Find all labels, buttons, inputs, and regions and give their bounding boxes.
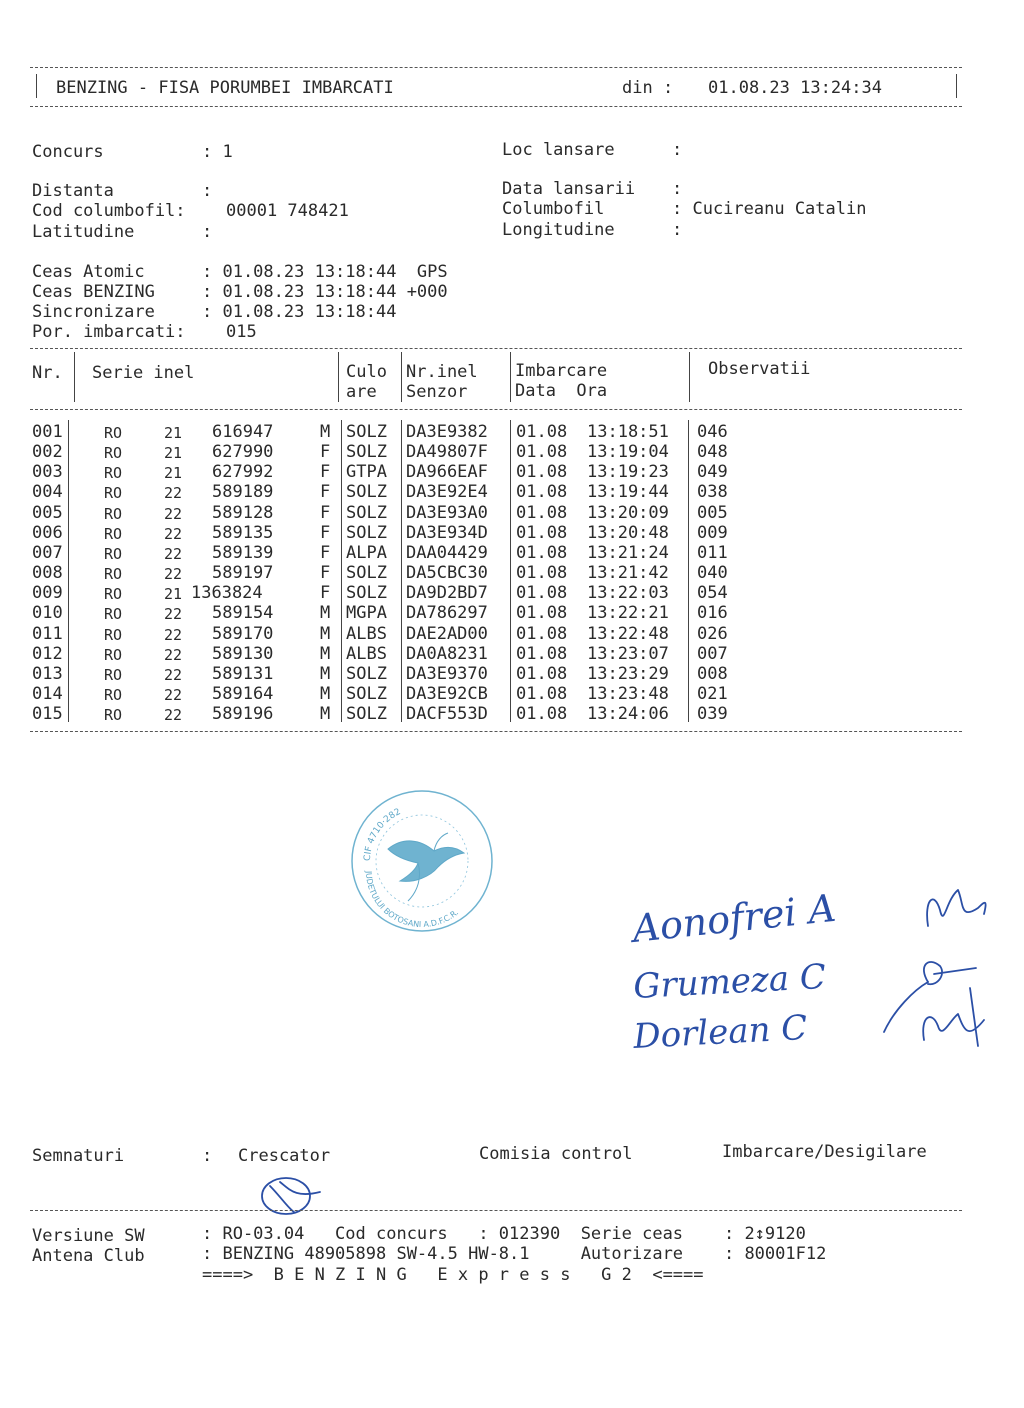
columbofil-value: : Cucireanu Catalin bbox=[672, 199, 867, 219]
row-ora: 13:18:51 bbox=[587, 422, 669, 442]
semnaturi-label: Semnaturi bbox=[32, 1146, 125, 1166]
data-lansarii-label: Data lansarii bbox=[502, 179, 636, 199]
row-sex: F bbox=[320, 542, 331, 563]
handwritten-line-2: Grumeza C bbox=[632, 956, 827, 1007]
imbarcare-label: Imbarcare/Desigilare bbox=[722, 1142, 927, 1162]
row-data: 01.08 bbox=[516, 583, 568, 604]
col-separator bbox=[68, 420, 69, 722]
date-value: 01.08.23 13:24:34 bbox=[708, 78, 882, 98]
row-senzor: DA3E9370 bbox=[406, 663, 488, 684]
semnaturi-colon: : bbox=[202, 1146, 213, 1166]
row-culoare: SOLZ bbox=[346, 502, 387, 523]
antena-value: : BENZING 48905898 SW-4.5 HW-8.1 Autorizare : 80001F12 bbox=[202, 1244, 827, 1264]
row-obs: 049 bbox=[697, 462, 728, 483]
row-sex: M bbox=[320, 643, 331, 664]
col-header-culoare-2: are bbox=[346, 382, 377, 402]
loc-lansare-label: Loc lansare bbox=[502, 140, 615, 160]
row-culoare: ALPA bbox=[346, 542, 387, 563]
row-an: 22 bbox=[164, 605, 183, 624]
row-culoare: MGPA bbox=[346, 603, 387, 624]
columbofil-label: Columbofil bbox=[502, 199, 605, 219]
ceas-benzing-label: Ceas BENZING bbox=[32, 282, 155, 302]
row-ora: 13:23:48 bbox=[587, 683, 669, 704]
row-inel: 627990 bbox=[212, 442, 274, 463]
header-bottom-rule bbox=[30, 106, 962, 107]
row-nr: 015 bbox=[32, 704, 63, 725]
latitudine-value: : bbox=[202, 222, 213, 242]
row-culoare: SOLZ bbox=[346, 683, 387, 704]
row-senzor: DA3E934D bbox=[406, 522, 488, 543]
signature-marks bbox=[884, 890, 986, 1046]
row-an: 22 bbox=[164, 706, 183, 725]
row-senzor: DAE2AD00 bbox=[406, 623, 488, 644]
row-ora: 13:19:04 bbox=[587, 442, 669, 463]
handwritten-names bbox=[628, 870, 1008, 1090]
row-inel: 589189 bbox=[212, 482, 274, 503]
row-senzor: DA3E92E4 bbox=[406, 482, 488, 503]
latitudine-label: Latitudine bbox=[32, 222, 135, 242]
row-an: 22 bbox=[164, 625, 183, 644]
row-ora: 13:23:29 bbox=[587, 663, 669, 684]
row-senzor: DA966EAF bbox=[406, 462, 488, 483]
row-culoare: GTPA bbox=[346, 462, 387, 483]
row-inel: 589154 bbox=[212, 603, 274, 624]
header-right-border bbox=[956, 74, 957, 98]
row-obs: 026 bbox=[697, 623, 728, 644]
row-an: 21 bbox=[164, 444, 183, 463]
row-tara: RO bbox=[104, 665, 123, 684]
row-obs: 054 bbox=[697, 583, 728, 604]
club-stamp bbox=[348, 787, 496, 935]
row-an: 22 bbox=[164, 504, 183, 523]
row-data: 01.08 bbox=[516, 683, 568, 704]
row-inel: 627992 bbox=[212, 462, 274, 483]
row-ora: 13:24:06 bbox=[587, 704, 669, 725]
row-an: 22 bbox=[164, 645, 183, 664]
concurs-value: : 1 bbox=[202, 142, 233, 162]
col-separator bbox=[688, 420, 689, 722]
row-nr: 004 bbox=[32, 482, 63, 503]
versiune-label: Versiune SW bbox=[32, 1226, 145, 1246]
row-culoare: SOLZ bbox=[346, 522, 387, 543]
row-tara: RO bbox=[104, 444, 123, 463]
row-sex: M bbox=[320, 623, 331, 644]
row-culoare: SOLZ bbox=[346, 663, 387, 684]
row-nr: 003 bbox=[32, 462, 63, 483]
row-culoare: SOLZ bbox=[346, 704, 387, 725]
row-nr: 002 bbox=[32, 442, 63, 463]
row-an: 22 bbox=[164, 524, 183, 543]
ceas-atomic-label: Ceas Atomic bbox=[32, 262, 145, 282]
stamp-text-top: CIF 4710·282 bbox=[362, 807, 403, 862]
row-senzor: DACF553D bbox=[406, 704, 488, 725]
row-sex: M bbox=[320, 683, 331, 704]
row-senzor: DA49807F bbox=[406, 442, 488, 463]
document-title: BENZING - FISA PORUMBEI IMBARCATI bbox=[56, 78, 394, 98]
row-ora: 13:20:09 bbox=[587, 502, 669, 523]
row-senzor: DA3E92CB bbox=[406, 683, 488, 704]
table-top-rule bbox=[30, 348, 962, 349]
row-ora: 13:23:07 bbox=[587, 643, 669, 664]
row-culoare: SOLZ bbox=[346, 442, 387, 463]
table-bottom-rule bbox=[30, 731, 962, 732]
row-tara: RO bbox=[104, 464, 123, 483]
col-header-nrinel: Nr.inel bbox=[406, 362, 478, 382]
row-data: 01.08 bbox=[516, 623, 568, 644]
col-separator bbox=[689, 352, 690, 402]
row-sex: F bbox=[320, 442, 331, 463]
row-obs: 009 bbox=[697, 522, 728, 543]
row-inel: 589196 bbox=[212, 704, 274, 725]
row-tara: RO bbox=[104, 706, 123, 725]
row-obs: 016 bbox=[697, 603, 728, 624]
row-sex: F bbox=[320, 462, 331, 483]
ceas-atomic-value: : 01.08.23 13:18:44 GPS bbox=[202, 262, 448, 282]
row-an: 22 bbox=[164, 685, 183, 704]
col-separator bbox=[510, 420, 511, 722]
row-culoare: SOLZ bbox=[346, 583, 387, 604]
col-header-nr: Nr. bbox=[32, 363, 63, 383]
table-header-rule bbox=[30, 409, 962, 410]
row-nr: 011 bbox=[32, 623, 63, 644]
row-tara: RO bbox=[104, 645, 123, 664]
row-inel: 589130 bbox=[212, 643, 274, 664]
row-ora: 13:21:42 bbox=[587, 563, 669, 584]
col-separator bbox=[401, 420, 402, 722]
row-nr: 005 bbox=[32, 502, 63, 523]
stamp-text-bottom: JUDETULUI BOTOSANI A.D.F.C.R. bbox=[363, 870, 461, 930]
row-senzor: DA9D2BD7 bbox=[406, 583, 488, 604]
row-culoare: ALBS bbox=[346, 643, 387, 664]
versiune-value: : RO-03.04 Cod concurs : 012390 Serie ceas : 2↕9120 bbox=[202, 1224, 806, 1244]
row-culoare: SOLZ bbox=[346, 563, 387, 584]
row-sex: M bbox=[320, 704, 331, 725]
col-header-serie: Serie inel bbox=[92, 363, 195, 383]
col-header-observatii: Observatii bbox=[708, 359, 811, 379]
row-data: 01.08 bbox=[516, 502, 568, 523]
row-senzor: DA5CBC30 bbox=[406, 563, 488, 584]
row-tara: RO bbox=[104, 484, 123, 503]
row-obs: 007 bbox=[697, 643, 728, 664]
row-an: 22 bbox=[164, 565, 183, 584]
row-data: 01.08 bbox=[516, 422, 568, 442]
row-nr: 001 bbox=[32, 422, 63, 442]
sincronizare-label: Sincronizare bbox=[32, 302, 155, 322]
crescator-signature bbox=[250, 1172, 330, 1220]
row-tara: RO bbox=[104, 585, 123, 604]
row-obs: 038 bbox=[697, 482, 728, 503]
row-culoare: SOLZ bbox=[346, 422, 387, 442]
comisia-label: Comisia control bbox=[479, 1144, 633, 1164]
row-inel: 1363824 bbox=[191, 583, 263, 604]
row-data: 01.08 bbox=[516, 603, 568, 624]
crescator-label: Crescator bbox=[238, 1146, 331, 1166]
row-inel: 589164 bbox=[212, 683, 274, 704]
row-nr: 007 bbox=[32, 542, 63, 563]
cod-columbofil-label: Cod columbofil: bbox=[32, 201, 186, 221]
row-data: 01.08 bbox=[516, 442, 568, 463]
por-imbarcati-value: 015 bbox=[226, 322, 257, 342]
row-ora: 13:22:48 bbox=[587, 623, 669, 644]
row-obs: 005 bbox=[697, 502, 728, 523]
row-obs: 021 bbox=[697, 683, 728, 704]
row-senzor: DA0A8231 bbox=[406, 643, 488, 664]
row-obs: 040 bbox=[697, 563, 728, 584]
row-nr: 010 bbox=[32, 603, 63, 624]
row-sex: F bbox=[320, 563, 331, 584]
row-inel: 589128 bbox=[212, 502, 274, 523]
row-senzor: DA3E93A0 bbox=[406, 502, 488, 523]
row-tara: RO bbox=[104, 605, 123, 624]
row-sex: M bbox=[320, 663, 331, 684]
row-obs: 008 bbox=[697, 663, 728, 684]
distanta-label: Distanta bbox=[32, 181, 114, 201]
row-ora: 13:20:48 bbox=[587, 522, 669, 543]
date-label: din : bbox=[622, 78, 674, 98]
row-nr: 014 bbox=[32, 683, 63, 704]
col-header-data-ora: Data Ora bbox=[515, 381, 608, 401]
row-sex: M bbox=[320, 603, 331, 624]
longitudine-label: Longitudine bbox=[502, 220, 615, 240]
row-senzor: DAA04429 bbox=[406, 542, 488, 563]
row-obs: 046 bbox=[697, 422, 728, 442]
row-sex: F bbox=[320, 502, 331, 523]
loc-lansare-value: : bbox=[672, 140, 683, 160]
handwritten-line-1: Aonofrei A bbox=[630, 885, 838, 951]
row-an: 22 bbox=[164, 544, 183, 563]
footer-rule bbox=[30, 1210, 962, 1211]
row-tara: RO bbox=[104, 544, 123, 563]
row-ora: 13:21:24 bbox=[587, 542, 669, 563]
row-sex: F bbox=[320, 583, 331, 604]
col-header-culoare: Culo bbox=[346, 362, 387, 382]
header-left-border bbox=[36, 74, 37, 98]
row-inel: 589139 bbox=[212, 542, 274, 563]
col-separator bbox=[401, 352, 402, 402]
row-ora: 13:19:44 bbox=[587, 482, 669, 503]
distanta-value: : bbox=[202, 181, 213, 201]
row-data: 01.08 bbox=[516, 643, 568, 664]
row-an: 21 bbox=[164, 464, 183, 483]
row-ora: 13:22:03 bbox=[587, 583, 669, 604]
handwritten-line-3: Dorlean C bbox=[632, 1007, 809, 1057]
col-separator bbox=[74, 352, 75, 402]
row-nr: 008 bbox=[32, 563, 63, 584]
antena-label: Antena Club bbox=[32, 1246, 145, 1266]
row-ora: 13:22:21 bbox=[587, 603, 669, 624]
row-inel: 589170 bbox=[212, 623, 274, 644]
row-inel: 616947 bbox=[212, 422, 274, 442]
benzing-banner: ====> B E N Z I N G E x p r e s s G 2 <==== bbox=[202, 1265, 704, 1285]
row-obs: 011 bbox=[697, 542, 728, 563]
col-header-imbarcare: Imbarcare bbox=[515, 361, 608, 381]
row-tara: RO bbox=[104, 685, 123, 704]
row-an: 21 bbox=[164, 585, 183, 604]
row-inel: 589131 bbox=[212, 663, 274, 684]
row-data: 01.08 bbox=[516, 563, 568, 584]
col-separator bbox=[338, 352, 339, 402]
por-imbarcati-label: Por. imbarcati: bbox=[32, 322, 186, 342]
row-inel: 589135 bbox=[212, 522, 274, 543]
row-nr: 006 bbox=[32, 522, 63, 543]
row-sex: M bbox=[320, 422, 331, 442]
sincronizare-value: : 01.08.23 13:18:44 bbox=[202, 302, 397, 322]
row-data: 01.08 bbox=[516, 663, 568, 684]
row-ora: 13:19:23 bbox=[587, 462, 669, 483]
concurs-label: Concurs bbox=[32, 142, 104, 162]
row-tara: RO bbox=[104, 565, 123, 584]
row-sex: F bbox=[320, 482, 331, 503]
row-an: 21 bbox=[164, 424, 183, 442]
row-data: 01.08 bbox=[516, 522, 568, 543]
row-obs: 039 bbox=[697, 704, 728, 725]
data-lansarii-value: : bbox=[672, 179, 683, 199]
ceas-benzing-value: : 01.08.23 13:18:44 +000 bbox=[202, 282, 448, 302]
row-nr: 012 bbox=[32, 643, 63, 664]
row-data: 01.08 bbox=[516, 542, 568, 563]
row-senzor: DA786297 bbox=[406, 603, 488, 624]
header-top-rule bbox=[30, 67, 962, 68]
row-senzor: DA3E9382 bbox=[406, 422, 488, 442]
col-header-senzor: Senzor bbox=[406, 382, 468, 402]
row-data: 01.08 bbox=[516, 482, 568, 503]
row-culoare: ALBS bbox=[346, 623, 387, 644]
row-an: 22 bbox=[164, 665, 183, 684]
cod-columbofil-value: 00001 748421 bbox=[226, 201, 349, 221]
row-data: 01.08 bbox=[516, 462, 568, 483]
row-obs: 048 bbox=[697, 442, 728, 463]
row-tara: RO bbox=[104, 424, 123, 442]
row-an: 22 bbox=[164, 484, 183, 503]
col-separator bbox=[341, 420, 342, 722]
row-tara: RO bbox=[104, 524, 123, 543]
row-nr: 013 bbox=[32, 663, 63, 684]
row-sex: F bbox=[320, 522, 331, 543]
row-tara: RO bbox=[104, 504, 123, 523]
row-data: 01.08 bbox=[516, 704, 568, 725]
col-separator bbox=[510, 352, 511, 402]
row-tara: RO bbox=[104, 625, 123, 644]
row-nr: 009 bbox=[32, 583, 63, 604]
row-culoare: SOLZ bbox=[346, 482, 387, 503]
longitudine-value: : bbox=[672, 220, 683, 240]
row-inel: 589197 bbox=[212, 563, 274, 584]
dove-icon bbox=[388, 833, 464, 901]
